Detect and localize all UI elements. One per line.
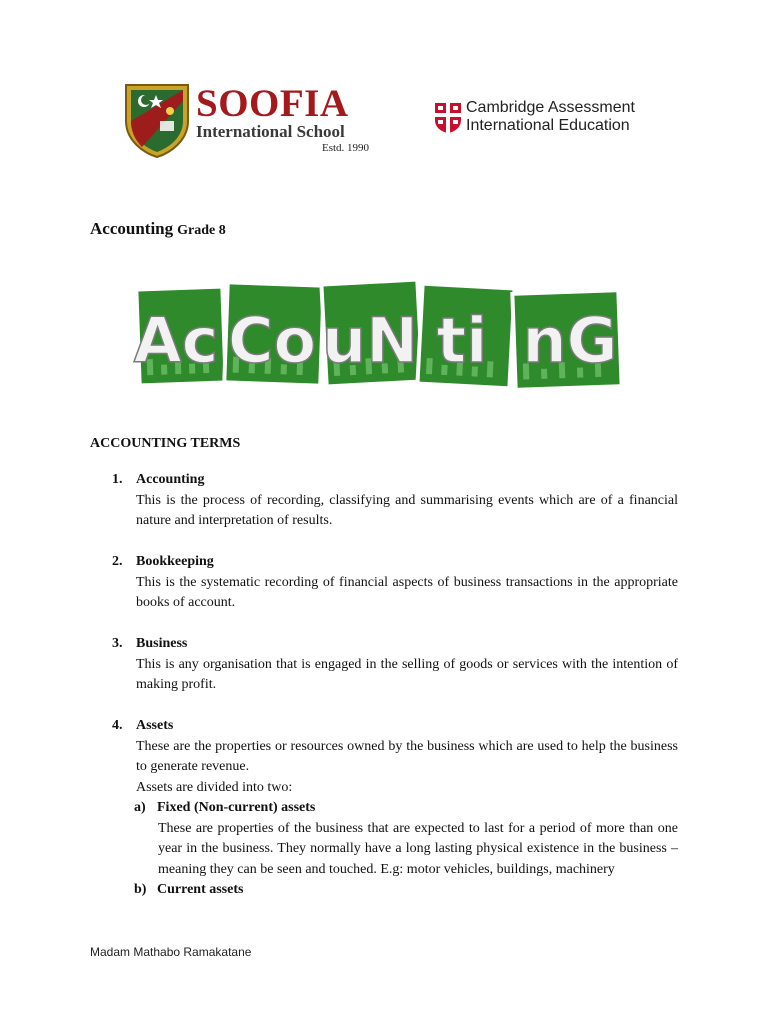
- term-definition: These are the properties or resources owned by the business which are used to help the business to generate revenue.: [136, 738, 678, 774]
- banner-letters: Ac: [133, 304, 219, 377]
- term-definition: This is the systematic recording of financial aspects of business transactions in the appropriate books of account.: [136, 574, 678, 610]
- sub-term-letter: a): [134, 800, 146, 815]
- accounting-banner: [132, 276, 632, 398]
- term-name: Bookkeeping: [136, 554, 214, 569]
- term-number: 3.: [112, 636, 123, 651]
- school-established: Estd. 1990: [322, 142, 370, 154]
- cambridge-shield-icon: [434, 102, 462, 134]
- term-item: [112, 634, 678, 696]
- title-subject: Accounting: [90, 219, 174, 238]
- cambridge-line-2: International Education: [466, 117, 630, 134]
- term-note: Assets are divided into two:: [136, 779, 293, 795]
- term-definition: This is any organisation that is engaged in the selling of goods or services with the intention of making profit.: [136, 656, 678, 692]
- term-name: Assets: [136, 718, 174, 733]
- cambridge-line-1: Cambridge Assessment: [466, 99, 635, 116]
- banner-letters: nG: [522, 304, 618, 377]
- school-subtitle: International School: [196, 122, 345, 141]
- term-item: [112, 470, 678, 532]
- school-crest-icon: [122, 81, 192, 159]
- sub-term-definition: These are properties of the business that are expected to last for a period of more than one year in the business. They normally have a long lasting physical existence in the business – meaning they can be seen and touched. E.g: motor vehicles, buildings, machinery: [158, 820, 678, 877]
- term-number: 4.: [112, 718, 123, 733]
- term-number: 2.: [112, 554, 123, 569]
- sub-term-name: Fixed (Non-current) assets: [157, 800, 316, 815]
- term-name: Business: [136, 636, 188, 651]
- term-item: [112, 552, 678, 614]
- cambridge-logo: [434, 99, 634, 139]
- term-number: 1.: [112, 472, 123, 487]
- banner-letters: ti: [436, 304, 488, 377]
- terms-list: [112, 470, 678, 921]
- footer-author: Madam Mathabo Ramakatane: [90, 945, 252, 959]
- banner-letters: Co: [227, 304, 317, 377]
- school-name: SOOFIA: [196, 82, 349, 125]
- title-grade: Grade 8: [177, 223, 226, 238]
- sub-term-name: Current assets: [157, 882, 244, 897]
- banner-letters: uN: [321, 304, 419, 377]
- term-item: [112, 716, 678, 901]
- term-name: Accounting: [136, 472, 205, 487]
- sub-term-letter: b): [134, 882, 147, 897]
- term-definition: This is the process of recording, classifying and summarising events which are of a financial nature and interpretation of results.: [136, 492, 678, 528]
- document-title: [90, 219, 226, 239]
- school-logo: [100, 57, 402, 175]
- section-heading: ACCOUNTING TERMS: [90, 436, 241, 451]
